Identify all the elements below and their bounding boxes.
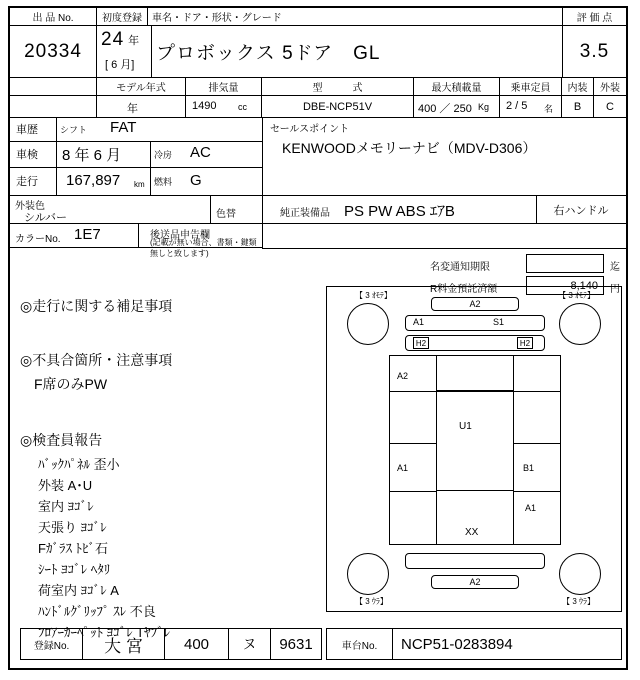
max-load-label: 最大積載量 — [414, 78, 500, 95]
mileage-value: 167,897 — [66, 172, 121, 189]
divider — [56, 118, 57, 141]
aircon-label: 冷房 — [154, 150, 173, 160]
inspector-line-1: 外装 A･U — [38, 478, 93, 493]
inspector-line-3: 天張り ﾖｺﾞﾚ — [38, 520, 107, 535]
divider — [389, 391, 437, 392]
color-change-label: 色替 — [216, 209, 236, 220]
registration-no-box — [20, 628, 322, 660]
header-value-row — [10, 26, 626, 78]
left-side-column — [389, 355, 437, 545]
first-reg-year-unit: 年 — [128, 35, 140, 47]
mark-b1: B1 — [523, 463, 535, 473]
mark-a2-bottom: A2 — [469, 577, 481, 587]
wheel-rear-right — [559, 553, 601, 595]
inspector-line-6: 荷室内 ﾖｺﾞﾚ A — [38, 583, 119, 598]
divider — [513, 391, 561, 392]
exterior-value: C — [606, 100, 614, 113]
divider — [150, 142, 151, 167]
displacement-unit: cc — [238, 102, 247, 112]
model-year-value — [96, 96, 186, 117]
sales-point-block — [262, 118, 626, 196]
displacement-value — [186, 96, 262, 117]
displacement-label: 排気量 — [186, 78, 262, 95]
recycle-fee-value: 8,140 — [570, 279, 598, 292]
capacity-label: 乗車定員 — [500, 78, 562, 95]
max-load-value — [414, 96, 500, 117]
divider — [150, 168, 151, 195]
exterior-color-label: 外装色 — [15, 201, 45, 212]
inspection-row — [10, 142, 262, 168]
chassis-no-label: 車台No. — [327, 629, 393, 659]
fuel-label: 燃料 — [154, 177, 173, 187]
type-value: DBE-NCP51V — [262, 96, 414, 117]
mark-a1-top: A1 — [413, 317, 425, 327]
color-no-value: 1E7 — [74, 226, 101, 243]
inspector-line-2: 室内 ﾖｺﾞﾚ — [38, 499, 94, 514]
sales-point-label: セールスポイント — [270, 124, 350, 135]
sales-point-value: KENWOODメモリーナビ（MDV-D306） — [282, 140, 537, 156]
chassis-no-box — [326, 628, 622, 660]
interior-value: B — [562, 96, 594, 117]
divider — [389, 443, 437, 444]
first-reg-year: 24 — [101, 29, 125, 50]
capacity-unit: 名 — [544, 104, 554, 114]
inspector-line-7: ﾊﾝﾄﾞﾙｸﾞﾘｯﾌﾟ ｽﾚ 不良 — [38, 604, 156, 619]
steering-side-value: 右ハンドル — [553, 204, 609, 217]
capacity-number: 2 / 5 — [506, 100, 528, 112]
inspector-report-title: ◎検査員報告 — [20, 432, 103, 448]
chassis-no-value: NCP51-0283894 — [401, 635, 513, 653]
max-load-unit: Kg — [478, 102, 490, 112]
recycle-fee-label: R料金預託済額 — [430, 284, 498, 295]
lot-no-label: 出 品 No. — [32, 13, 74, 24]
type-label: 型 式 — [262, 78, 414, 95]
mark-h2-right: H2 — [519, 338, 531, 348]
rear-hatch — [405, 553, 545, 569]
wheel-front-left — [347, 303, 389, 345]
inspection-label: 車検 — [16, 149, 38, 161]
mileage-label: 走行 — [16, 176, 38, 188]
registration-place: 大 宮 — [83, 629, 165, 659]
name-change-value-box — [526, 254, 604, 273]
right-side-column — [513, 355, 561, 545]
divider — [138, 224, 139, 247]
divider — [513, 491, 561, 492]
diagram-tag-top-left: 【 3 ｵﾓﾃ】 — [355, 291, 392, 300]
shift-label: シフト — [60, 125, 88, 135]
model-grade-value: プロボックス 5ドア GL — [156, 43, 381, 64]
aircon-value: AC — [190, 144, 211, 161]
first-reg-value — [96, 26, 152, 77]
shift-value: FAT — [110, 119, 137, 136]
roof-front — [437, 355, 513, 391]
equipment-value: PS PW ABS ｴｱB — [344, 203, 455, 220]
vehicle-damage-diagram — [326, 286, 622, 612]
header-label-row — [10, 8, 626, 26]
hood-panel — [405, 315, 545, 331]
name-change-unit: 迄 — [610, 262, 620, 273]
capacity-value — [500, 96, 562, 117]
first-reg-month: [ 6 月] — [105, 59, 135, 71]
diagram-tag-bottom-left: 【 3 ｳﾗ】 — [355, 597, 388, 606]
max-load-number: 400 ／ 250 — [418, 103, 472, 115]
diagram-tag-bottom-right: 【 3 ｳﾗ】 — [562, 597, 595, 606]
mark-a2-left: A2 — [397, 371, 409, 381]
model-grade-label: 車名・ドア・形状・グレード — [152, 13, 282, 24]
mark-u1: U1 — [459, 421, 472, 432]
color-no-row — [10, 224, 262, 258]
inspector-line-0: ﾊﾞｯｸﾊﾟﾈﾙ 歪小 — [38, 457, 120, 472]
divider — [56, 168, 57, 195]
divider — [56, 142, 57, 167]
exterior-label: 外装 — [600, 83, 620, 94]
registration-kana: ヌ — [229, 629, 271, 659]
accessory-box-label: 後送品申告欄 — [150, 230, 210, 241]
mark-s1: S1 — [493, 317, 505, 327]
exterior-color-row — [10, 196, 262, 224]
inspector-line-8: ﾌﾛｱｰｶｰﾍﾟｯﾄ ﾖｺﾞﾚ Tﾔﾌﾞﾚ — [38, 625, 171, 640]
diagram-tag-top-right: 【 3 ｵﾓﾃ】 — [558, 291, 595, 300]
spec-value-row — [10, 96, 626, 118]
first-reg-label: 初度登録 — [96, 8, 148, 25]
name-change-label: 名変通知期限 — [430, 262, 490, 273]
model-year-label: モデル年式 — [96, 78, 186, 95]
mileage-notes-title: ◎走行に関する補足事項 — [20, 298, 173, 314]
fuel-value: G — [190, 172, 202, 189]
inspector-line-4: Fｶﾞﾗｽ ﾄﾋﾞ石 — [38, 541, 109, 556]
defects-line-0: F席のみPW — [34, 376, 108, 392]
mark-a2-top: A2 — [469, 299, 481, 309]
mark-h2-left: H2 — [415, 338, 427, 348]
registration-number: 9631 — [279, 635, 313, 653]
mileage-unit: km — [134, 180, 145, 189]
recycle-fee-unit: 円 — [610, 284, 620, 295]
registration-no-label: 登録No. — [21, 629, 83, 659]
lot-no-value: 20334 — [24, 40, 82, 62]
divider — [389, 491, 437, 492]
mileage-row — [10, 168, 262, 196]
registration-class: 400 — [165, 629, 229, 659]
auction-sheet — [8, 6, 628, 670]
notes-area — [20, 292, 320, 640]
displacement-number: 1490 — [192, 100, 217, 112]
exterior-color-value: シルバー — [24, 212, 67, 224]
grade-score-value: 3.5 — [562, 26, 626, 77]
interior-label: 内装 — [562, 78, 594, 95]
equipment-label: 純正装備品 — [280, 208, 330, 219]
roof-main — [437, 391, 513, 491]
equipment-row — [262, 196, 626, 224]
accessory-box-note: (記載が無い場合、書類・鍵類無しと致します) — [150, 238, 257, 258]
divider — [210, 196, 211, 223]
mid-bottom-border — [262, 248, 626, 249]
history-row — [10, 118, 262, 142]
history-label: 車歴 — [16, 124, 38, 136]
spacer-cell — [262, 224, 626, 248]
inspection-value: 8 年 6 月 — [62, 147, 122, 164]
inspector-line-5: ｼｰﾄ ﾖｺﾞﾚ ﾍﾀﾘ — [38, 562, 111, 577]
spec-label-row — [10, 78, 626, 96]
mark-xx: XX — [465, 527, 479, 538]
mark-a1-left: A1 — [397, 463, 409, 473]
grade-score-label: 評 価 点 — [562, 8, 626, 25]
model-year-unit: 年 — [127, 103, 138, 115]
wheel-rear-left — [347, 553, 389, 595]
wheel-front-right — [559, 303, 601, 345]
defects-title: ◎不具合箇所・注意事項 — [20, 352, 173, 368]
divider — [513, 443, 561, 444]
color-no-label: カラーNo. — [15, 234, 61, 245]
name-change-row — [430, 254, 626, 274]
mark-a1-right: A1 — [525, 503, 537, 513]
